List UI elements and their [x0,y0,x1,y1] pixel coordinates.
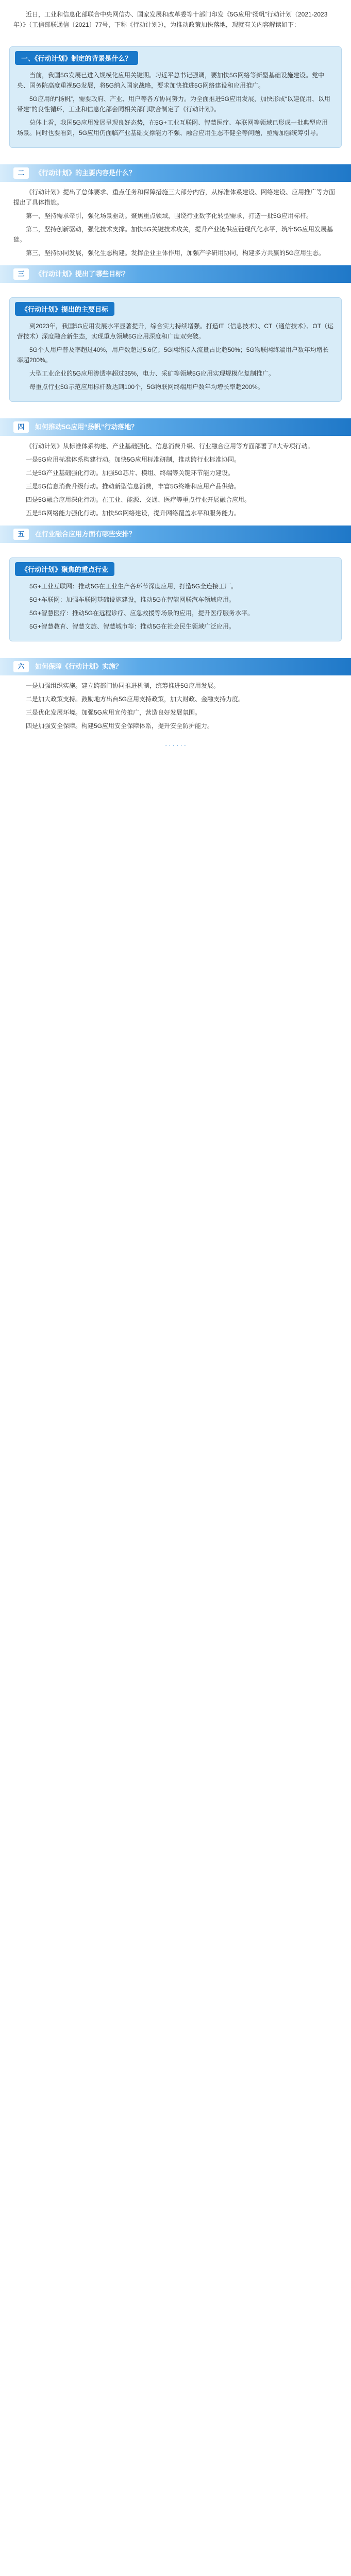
banner-number: 四 [13,421,29,433]
section-4-para-2: 一是5G应用标准体系构建行动。加快5G应用标准研制，推动跨行业标准协同。 [26,456,241,463]
section-1-title: 一、《行动计划》制定的背景是什么？ [15,51,138,65]
section-2-para-4: 第三，坚持协同发展，强化生态构建。发挥企业主体作用，加强产学研用协同，构建多方共赢的5G应用生态。 [26,249,325,257]
section-1-para-2: 5G应用的“扬帆”，需要政府、产业、用户等各方协同努力。为全面推进5G应用发展，加快形成“以建促用、以用带建”的良性循环，工业和信息化部会同相关部门联合制定了《行动计划》。 [17,95,331,113]
section-6-para-3: 三是优化发展环境。加强5G应用宣传推广，营造良好发展氛围。 [26,709,202,716]
section-banner-2 [0,164,351,182]
section-6-para-2: 二是加大政策支持。鼓励地方出台5G应用支持政策，加大财政、金融支持力度。 [26,696,245,703]
banner-number: 五 [13,529,29,540]
section-banner-4 [0,418,351,436]
section-4-para-1: 《行动计划》从标准体系构建、产业基础强化、信息消费升级、行业融合应用等方面部署了8大专项行动。 [26,443,314,450]
banner-title: 在行业融合应用方面有哪些安排？ [35,530,136,538]
section-1-para-1: 当前，我国5G发展已进入规模化应用关键期。习近平总书记强调，要加快5G网络等新型基础设施建设。党中央、国务院高度重视5G发展，将5G纳入国家战略，要求加快推进5G网络建设和应用推广。 [17,72,325,89]
banner-title: 《行动计划》的主要内容是什么？ [35,169,136,177]
section-banner-5 [0,526,351,543]
section-3-para-2: 5G个人用户普及率超过40%，用户数超过5.6亿；5G网络接入流量占比超50%；5G物联网终端用户数年均增长率超200%。 [17,346,329,364]
section-2-para-1: 《行动计划》提出了总体要求、重点任务和保障措施三大部分内容，从标准体系建设、网络建设、应用推广等方面提出了具体措施。 [13,189,336,206]
section-5-para-1: 5G+工业互联网：推动5G在工业生产各环节深度应用，打造5G全连接工厂。 [29,583,238,590]
section-3-para-1: 到2023年，我国5G应用发展水平显著提升，综合实力持续增强。打造IT（信息技术）、CT（通信技术）、OT（运营技术）深度融合新生态，实现重点领域5G应用深度和广度双突破。 [17,323,334,340]
section-3-para-3: 大型工业企业的5G应用渗透率超过35%，电力、采矿等领域5G应用实现规模化复制推广。 [29,370,275,377]
section-5 [0,548,351,651]
section-4-para-6: 五是5G网络能力强化行动。加快5G网络建设，提升网络覆盖水平和服务能力。 [26,510,241,517]
section-1-para-3: 总体上看，我国5G应用发展呈现良好态势，在5G+工业互联网、智慧医疗、车联网等领域已形成一批典型应用场景。同时也要看到，5G应用仍面临产业基础支撑能力不强、融合应用生态不健全等问题，亟需加强统筹引导。 [17,119,328,137]
page [0,0,351,759]
section-2-para-2: 第一，坚持需求牵引，强化场景驱动。聚焦重点领域，围绕行业数字化转型需求，打造一批5G应用标杆。 [26,212,313,219]
card-goals [9,297,342,402]
banner-number: 三 [13,268,29,280]
section-4-para-3: 二是5G产业基础强化行动。加强5G芯片、模组、终端等关键环节能力建设。 [26,469,235,477]
intro-paragraph: 近日，工业和信息化部联合中央网信办、国家发展和改革委等十部门印发《5G应用“扬帆”行动计划（2021-2023年）》（工信部联通信〔2021〕77号，下称《行动计划》），为推动政策加快落地，现就有关内容解读如下： [13,11,328,28]
card-industries [9,557,342,641]
banner-title: 如何推动5G应用“扬帆”行动落地？ [35,423,138,431]
section-banner-6 [0,658,351,675]
section-3 [0,288,351,411]
banner-number: 二 [13,167,29,179]
section-3-title: 《行动计划》提出的主要目标 [15,302,114,316]
section-4-para-5: 四是5G融合应用深化行动。在工业、能源、交通、医疗等重点行业开展融合应用。 [26,496,251,503]
section-5-title: 《行动计划》聚焦的重点行业 [15,562,114,576]
section-6-para-4: 四是加强安全保障。构建5G应用安全保障体系，提升安全防护能力。 [26,722,214,730]
section-5-para-2: 5G+车联网：加强车联网基础设施建设，推动5G在智能网联汽车领域应用。 [29,596,236,603]
section-1 [0,37,351,157]
banner-title: 《行动计划》提出了哪些目标？ [35,270,129,278]
section-banner-3 [0,265,351,283]
section-6-para-1: 一是加强组织实施。建立跨部门协同推进机制，统筹推进5G应用发展。 [26,682,220,689]
banner-title: 如何保障《行动计划》实施？ [35,663,123,670]
section-4-para-4: 三是5G信息消费升级行动。推动新型信息消费，丰富5G终端和应用产品供给。 [26,483,241,490]
banner-number: 六 [13,661,29,672]
section-2-para-3: 第二，坚持创新驱动，强化技术支撑。加快5G关键技术攻关，提升产业链供应链现代化水平，筑牢5G应用发展基础。 [13,226,333,243]
card-background [9,46,342,148]
section-3-para-4: 每重点行业5G示范应用标杆数达到100个，5G物联网终端用户数年均增长率超200%。 [29,383,264,391]
section-5-para-3: 5G+智慧医疗：推动5G在远程诊疗、应急救援等场景的应用，提升医疗服务水平。 [29,609,254,617]
section-5-para-4: 5G+智慧教育、智慧文旅、智慧城市等：推动5G在社会民生领域广泛应用。 [29,623,236,630]
footer-decoration: · · · · · · [165,741,186,749]
